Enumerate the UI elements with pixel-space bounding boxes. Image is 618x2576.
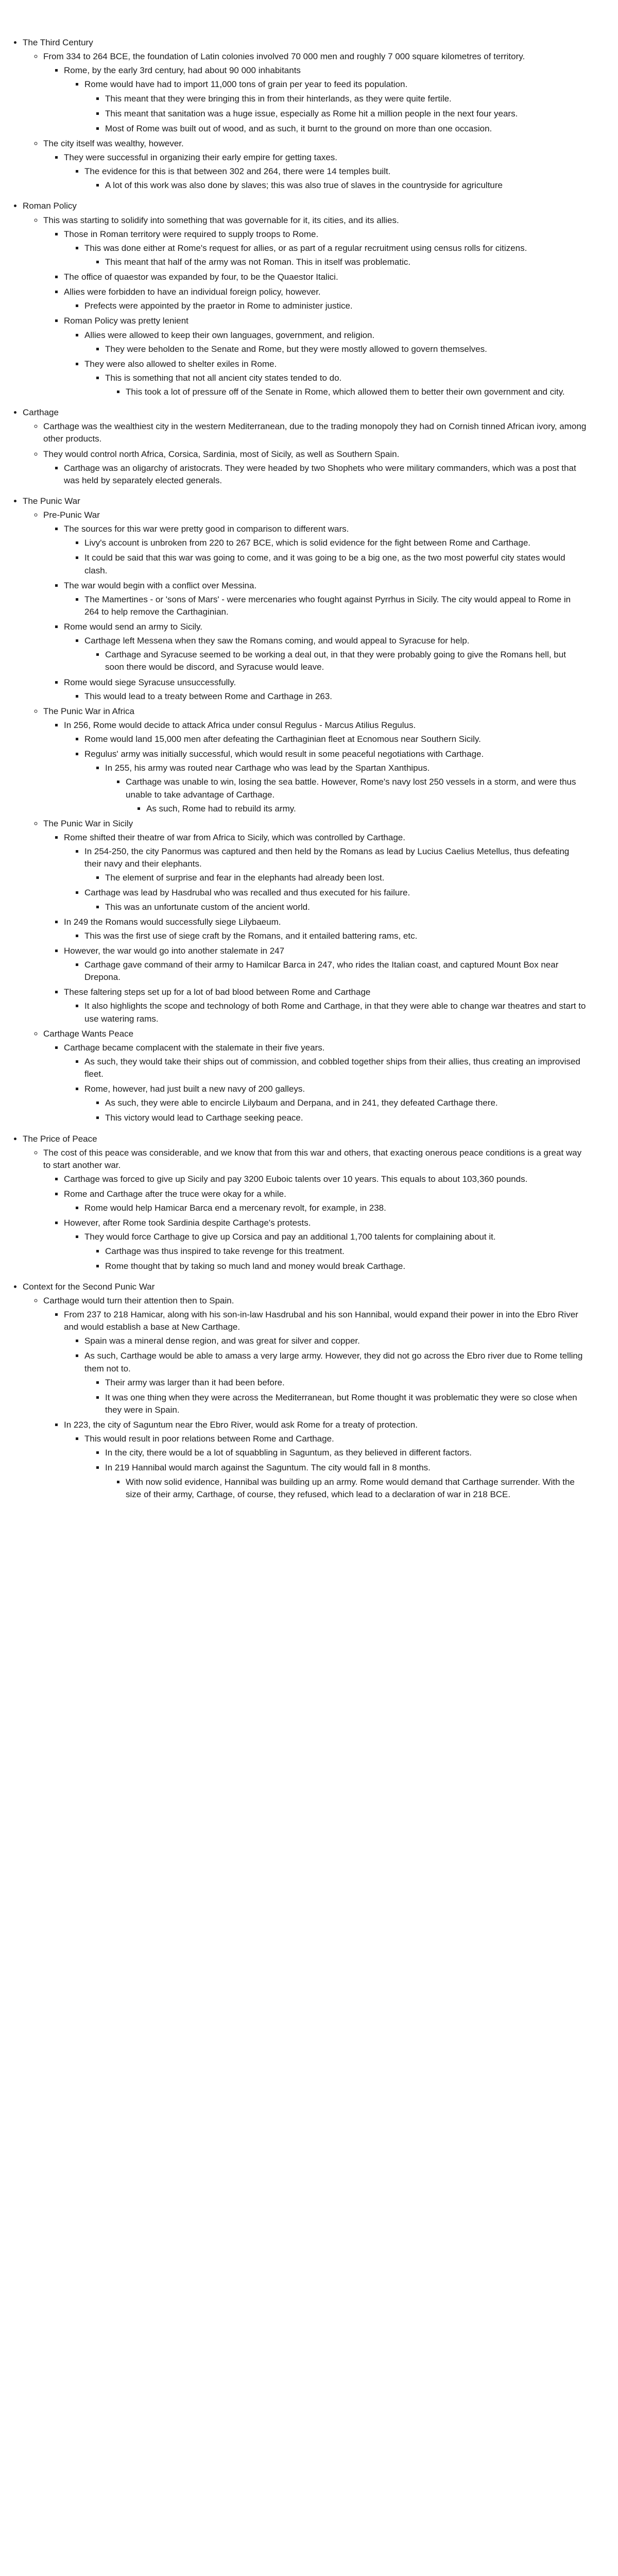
bullet-text: Carthage left Messena when they saw the Romans coming, and would appeal to Syracuse for help. [84,636,470,646]
nested-list [84,1097,587,1124]
list-item [84,1350,587,1416]
nested-list [43,832,587,1025]
list-item [64,271,587,283]
bullet-text: This would result in poor relations between Rome and Carthage. [84,1434,334,1444]
section-heading: Roman Policy [23,201,77,211]
list-item [64,1173,587,1185]
nested-list [23,1295,587,1501]
list-item [64,228,587,268]
bullet-text: In the city, there would be a lot of squabbling in Saguntum, as they believed in different factors. [105,1448,472,1458]
list-item [64,315,587,398]
list-item [146,803,587,815]
list-item [64,676,587,703]
bullet-text: Roman Policy was pretty lenient [64,316,188,326]
list-item [105,1097,587,1109]
list-item [43,138,587,192]
list-item [126,386,587,398]
bullet-text: These faltering steps set up for a lot of bad blood between Rome and Carthage [64,987,371,997]
bullet-text: Carthage was forced to give up Sicily and pay 3200 Euboic talents over 10 years. This equals to about 103,360 pounds. [64,1174,528,1184]
list-item [64,945,587,984]
list-item [64,719,587,815]
nested-list [84,649,587,673]
section-item [23,37,587,192]
bullet-text: In 219 Hannibal would march against the Saguntum. The city would fall in 8 months. [105,1463,431,1473]
bullet-text: Their army was larger than it had been before. [105,1377,285,1387]
nested-list [84,872,587,884]
list-item [84,300,587,312]
bullet-text: This was an unfortunate custom of the ancient world. [105,902,310,912]
bullet-text: Spain was a mineral dense region, and was great for silver and copper. [84,1336,360,1346]
list-item [43,509,587,703]
list-item [84,78,587,135]
list-item [84,748,587,815]
list-item [84,594,587,618]
list-item [43,1028,587,1125]
nested-list [84,1245,587,1273]
nested-list [84,343,587,355]
bullet-text: It could be said that this war was going to come, and it was going to be a big one, as the two most powerful city states would clash. [84,553,565,575]
bullet-text: In 255, his army was routed near Carthage who was lead by the Spartan Xanthipus. [105,763,430,773]
nested-list [43,151,587,192]
bullet-text: Carthage was lead by Hasdrubal who was recalled and thus executed for his failure. [84,888,410,898]
bullet-text: Carthage would turn their attention then to Spain. [43,1295,234,1306]
list-item [43,818,587,1025]
bullet-text: The war would begin with a conflict over Messina. [64,580,257,590]
bullet-text: Rome shifted their theatre of war from Africa to Sicily, which was controlled by Carthage. [64,832,405,842]
bullet-text: This took a lot of pressure off of the Senate in Rome, which allowed them to better their own government and city. [126,387,565,397]
bullet-text: In 223, the city of Saguntum near the Ebro River, would ask Rome for a treaty of protection. [64,1420,418,1430]
nested-list [43,719,587,815]
bullet-text: The office of quaestor was expanded by four, to be the Quaestor Italici. [64,272,338,282]
section-item [23,1133,587,1273]
bullet-text: However, after Rome took Sardinia despite Carthage's protests. [64,1218,311,1228]
nested-list [64,635,587,673]
bullet-text: Rome would send an army to Sicily. [64,622,202,632]
bullet-text: This victory would lead to Carthage seeking peace. [105,1113,303,1123]
nested-list [43,1309,587,1501]
bullet-text: From 334 to 264 BCE, the foundation of Latin colonies involved 70 000 men and roughly 7 000 square kilometres of territory. [43,52,525,62]
section-item [23,406,587,487]
nested-list [64,537,587,577]
bullet-text: This was starting to solidify into something that was governable for it, its cities, and its allies. [43,215,399,225]
bullet-text: Rome would siege Syracuse unsuccessfully. [64,677,236,687]
list-item [84,959,587,984]
nested-list [84,901,587,913]
nested-list [23,509,587,1125]
nested-list [23,420,587,487]
nested-list [23,1147,587,1273]
nested-list [43,1042,587,1125]
list-item [105,649,587,673]
bullet-text: Rome, however, had just built a new navy of 200 galleys. [84,1084,305,1094]
bullet-text: It was one thing when they were across the Mediterranean, but Rome thought it was problematic they were so close when they were in Spain. [105,1392,577,1415]
bullet-text: Carthage was thus inspired to take revenge for this treatment. [105,1246,345,1256]
list-item [84,537,587,549]
nested-list [84,372,587,398]
list-item [84,733,587,745]
nested-list [64,165,587,192]
list-item [105,372,587,398]
bullet-text: The element of surprise and fear in the elephants had already been lost. [105,873,385,883]
bullet-text: This meant that sanitation was a huge issue, especially as Rome hit a million people in the next four years. [105,108,518,118]
nested-list [43,462,587,487]
nested-list [64,1202,587,1214]
list-item [43,50,587,135]
bullet-text: Carthage was an oligarchy of aristocrats. They were headed by two Shophets who were military commanders, which was a post that was held by separately elected generals. [64,463,576,485]
nested-list [64,78,587,135]
list-item [43,1147,587,1273]
list-item [126,776,587,815]
bullet-text: With now solid evidence, Hannibal was building up an army. Rome would demand that Carthage surrender. With the size of their army, Carthage, of course, they refused, which lead to a declaration of war in 218 BCE. [126,1477,575,1499]
list-item [64,151,587,192]
bullet-text: The Punic War in Sicily [43,818,133,828]
list-item [105,256,587,268]
list-item [84,1056,587,1080]
nested-list [23,50,587,192]
list-item [105,108,587,120]
nested-list [64,1335,587,1416]
list-item [64,832,587,913]
bullet-text: The Mamertines - or 'sons of Mars' - were mercenaries who fought against Pyrrhus in Sicily. The city would appeal to Rome in 264 to help remove the Carthaginian. [84,594,571,617]
list-item [84,887,587,913]
bullet-text: Prefects were appointed by the praetor in Rome to administer justice. [84,301,353,311]
bullet-text: They were also allowed to shelter exiles in Rome. [84,359,277,369]
nested-list [105,1476,587,1501]
bullet-text: Rome would help Hamicar Barca end a mercenary revolt, for example, in 238. [84,1203,386,1213]
list-item [84,1000,587,1025]
bullet-text: This is something that not all ancient city states tended to do. [105,372,342,383]
list-item [84,358,587,398]
nested-list [64,1056,587,1125]
list-item [105,1377,587,1389]
list-item [64,286,587,312]
bullet-text: Carthage Wants Peace [43,1028,134,1039]
bullet-text: In 254-250, the city Panormus was captured and then held by the Romans as lead by Lucius Caelius Metellus, thus defeating their navy and their elephants. [84,846,570,869]
section-heading: Carthage [23,408,59,418]
list-item [105,1447,587,1459]
list-item [84,1335,587,1347]
list-item [64,1309,587,1416]
bullet-text: Carthage and Syracuse seemed to be working a deal out, in that they were probably going to give the Romans hell, but soon there would be discord, and Syracuse would leave. [105,650,566,672]
bullet-text: It also highlights the scope and technology of both Rome and Carthage, in that they were able to change war theatres and start to use watering rams. [84,1001,586,1024]
section-item [23,200,587,398]
list-item [84,845,587,884]
nested-list [84,1447,587,1501]
bullet-text: The city itself was wealthy, however. [43,138,184,148]
bullet-text: From 237 to 218 Hamicar, along with his son-in-law Hasdrubal and his son Hannibal, would expand their power in into the Ebro River and would establish a base at New Carthage. [64,1310,578,1332]
section-heading: Context for the Second Punic War [23,1281,155,1292]
list-item [105,123,587,135]
bullet-text: Rome would land 15,000 men after defeating the Carthaginian fleet at Ecnomous near Southern Sicily. [84,734,481,744]
list-item [64,1217,587,1273]
bullet-text: As such, Carthage would be able to amass a very large army. However, they did not go across the Ebro river due to Rome telling them not to. [84,1351,583,1374]
bullet-text: This was the first use of siege craft by the Romans, and it entailed battering rams, etc. [84,930,418,941]
bullet-text: They would control north Africa, Corsica, Sardinia, most of Sicily, as well as Southern Spain. [43,449,400,459]
list-item [84,165,587,192]
bullet-text: Pre-Punic War [43,510,100,520]
list-item [105,1392,587,1416]
bullet-text: However, the war would go into another stalemate in 247 [64,945,285,956]
list-item [105,872,587,884]
bullet-text: Rome, by the early 3rd century, had about 90 000 inhabitants [64,65,301,76]
nested-list [43,228,587,399]
bullet-text: Rome thought that by taking so much land and money would break Carthage. [105,1261,406,1271]
bullet-text: This meant that half of the army was not Roman. This in itself was problematic. [105,257,411,267]
outline-list [0,37,587,1501]
section-item [23,1281,587,1501]
bullet-text: Allies were allowed to keep their own languages, government, and religion. [84,330,375,340]
nested-list [23,214,587,399]
nested-list [105,386,587,398]
bullet-text: This was done either at Rome's request for allies, or as part of a regular recruitment using census rolls for citizens. [84,243,527,253]
list-item [105,343,587,355]
bullet-text: Livy's account is unbroken from 220 to 267 BCE, which is solid evidence for the fight between Rome and Carthage. [84,538,531,548]
bullet-text: The sources for this war were pretty good in comparison to different wars. [64,524,349,534]
nested-list [64,594,587,618]
list-item [84,242,587,268]
list-item [84,1083,587,1124]
nested-list [64,959,587,984]
bullet-text: As such, they would take their ships out of commission, and cobbled together ships from their allies, thus creating an improvised fleet. [84,1056,580,1079]
nested-list [64,930,587,942]
nested-list [84,179,587,192]
list-item [43,705,587,815]
bullet-text: In 256, Rome would decide to attack Africa under consul Regulus - Marcus Atilius Regulus. [64,720,416,730]
bullet-text: Carthage became complacent with the stalemate in their five years. [64,1042,325,1053]
list-item [43,1295,587,1501]
list-item [105,901,587,913]
nested-list [64,329,587,399]
list-item [64,1419,587,1501]
section-heading: The Third Century [23,38,93,47]
bullet-text: Carthage gave command of their army to Hamilcar Barca in 247, who rides the Italian coast, and captured Mount Box near Drepona. [84,960,559,982]
list-item [64,1042,587,1125]
nested-list [64,1000,587,1025]
bullet-text: The Punic War in Africa [43,706,134,716]
list-item [64,916,587,942]
list-item [84,1433,587,1501]
bullet-text: This would lead to a treaty between Rome and Carthage in 263. [84,691,333,701]
list-item [64,462,587,487]
nested-list [84,256,587,268]
list-item [64,580,587,618]
bullet-text: Carthage was unable to win, losing the sea battle. However, Rome's navy lost 250 vessels in a storm, and were thus unable to take advantage of Carthage. [126,777,576,800]
bullet-text: Carthage was the wealthiest city in the western Mediterranean, due to the trading monopoly they had on Cornish tinned African ivory, among other products. [43,421,587,444]
bullet-text: They were beholden to the Senate and Rome, but they were mostly allowed to govern themselves. [105,344,487,354]
section-item [23,495,587,1125]
section-heading: The Price of Peace [23,1133,97,1144]
bullet-text: Rome and Carthage after the truce were okay for a while. [64,1189,286,1199]
list-item [84,690,587,703]
bullet-text: Those in Roman territory were required to supply troops to Rome. [64,229,319,239]
list-item [43,448,587,487]
nested-list [43,523,587,703]
list-item [105,1112,587,1124]
bullet-text: As such, they were able to encircle Lilybaum and Derpana, and in 241, they defeated Carthage there. [105,1098,498,1108]
bullet-text: Rome would have had to import 11,000 tons of grain per year to feed its population. [84,79,408,90]
nested-list [126,803,587,815]
list-item [84,329,587,355]
list-item [105,1462,587,1500]
list-item [84,1202,587,1214]
nested-list [64,242,587,268]
list-item [105,1245,587,1258]
nested-list [64,690,587,703]
nested-list [84,93,587,135]
nested-list [64,733,587,815]
bullet-text: Regulus' army was initially successful, which would result in some peaceful negotiations with Carthage. [84,749,484,759]
bullet-text: They were successful in organizing their early empire for getting taxes. [64,152,338,162]
section-heading: The Punic War [23,496,80,506]
list-item [105,762,587,815]
bullet-text: A lot of this work was also done by slaves; this was also true of slaves in the countryside for agriculture [105,180,503,191]
list-item [126,1476,587,1501]
list-item [64,621,587,674]
nested-list [84,1377,587,1416]
list-item [64,64,587,135]
bullet-text: Allies were forbidden to have an individual foreign policy, however. [64,287,321,297]
list-item [105,93,587,105]
list-item [43,214,587,399]
bullet-text: This meant that they were bringing this in from their hinterlands, as they were quite fertile. [105,93,452,104]
list-item [84,930,587,942]
nested-list [105,776,587,815]
list-item [64,1188,587,1214]
bullet-text: They would force Carthage to give up Corsica and pay an additional 1,700 talents for complaining about it. [84,1232,496,1242]
list-item [84,1231,587,1272]
bullet-text: Most of Rome was built out of wood, and as such, it burnt to the ground on more than one occasion. [105,123,492,133]
nested-list [64,1433,587,1501]
nested-list [84,762,587,815]
list-item [105,1260,587,1273]
nested-list [43,64,587,135]
nested-list [64,300,587,312]
list-item [105,179,587,192]
list-item [43,420,587,445]
nested-list [64,845,587,913]
bullet-text: The cost of this peace was considerable, and we know that from this war and others, that exacting onerous peace conditions is a great way to start another war. [43,1147,582,1170]
list-item [64,986,587,1025]
nested-list [43,1173,587,1273]
list-item [64,523,587,577]
list-item [84,635,587,673]
nested-list [64,1231,587,1272]
bullet-text: In 249 the Romans would successfully siege Lilybaeum. [64,917,281,927]
list-item [84,552,587,577]
bullet-text: As such, Rome had to rebuild its army. [146,803,296,814]
bullet-text: The evidence for this is that between 302 and 264, there were 14 temples built. [84,166,391,177]
